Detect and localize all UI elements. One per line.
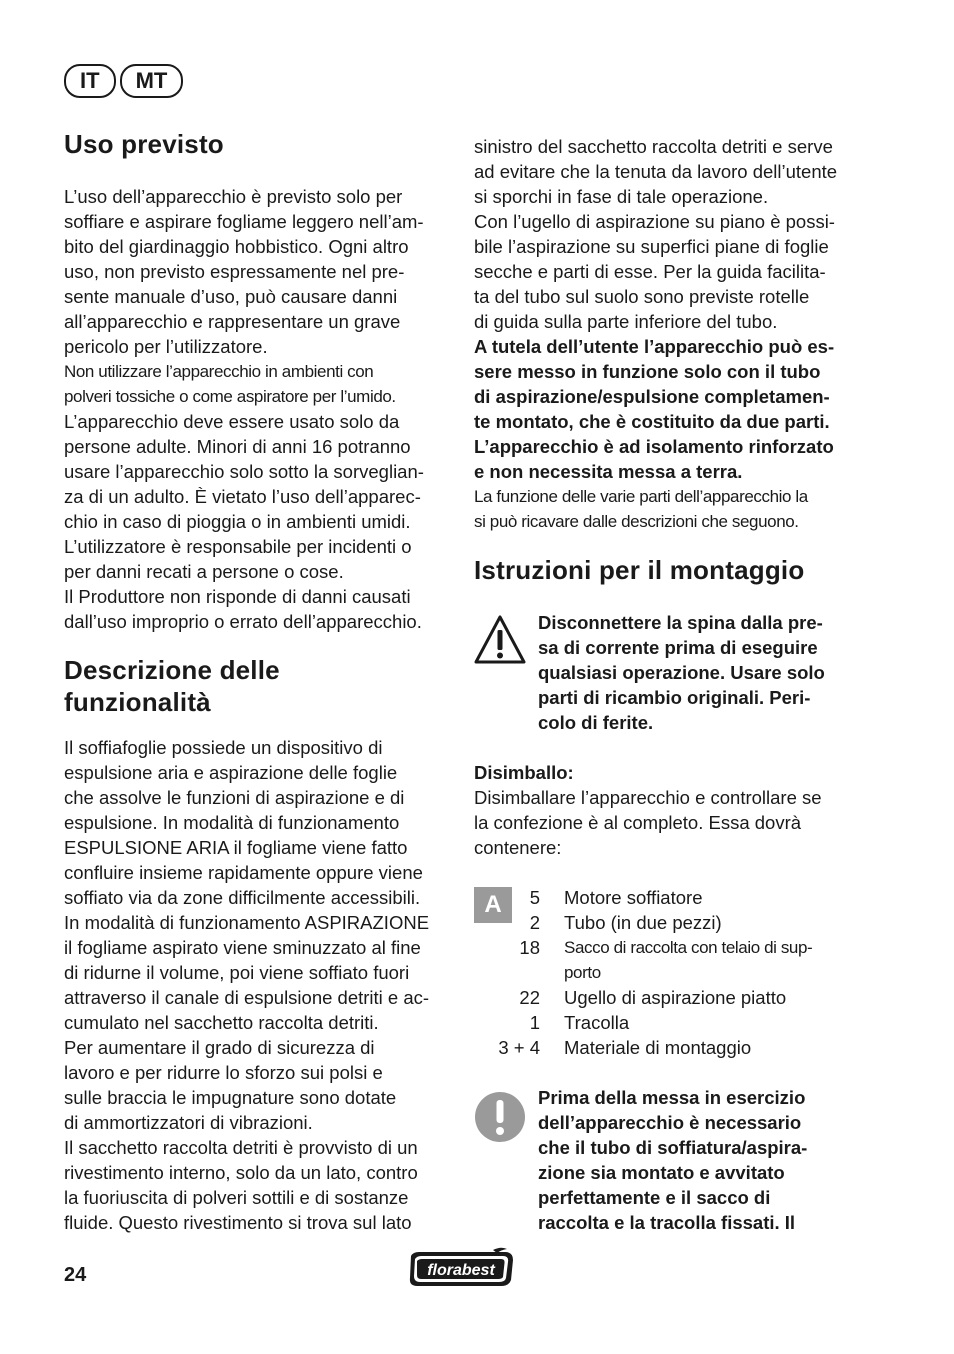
part-description: porto bbox=[564, 963, 601, 982]
part-number bbox=[474, 960, 540, 985]
parts-list bbox=[474, 885, 866, 1060]
text-line: La funzione delle varie parti dell’apparecchio la bbox=[474, 487, 808, 506]
text-line: che assolve le funzioni di aspirazione e di bbox=[64, 787, 405, 808]
text-line: Con l’ugello di aspirazione su piano è possi- bbox=[474, 211, 835, 232]
heading-line: Descrizione delle bbox=[64, 655, 280, 685]
text-line: confluire insieme rapidamente oppure viene bbox=[64, 862, 423, 883]
text-line: A tutela dell’utente l’apparecchio può es- bbox=[474, 336, 835, 357]
text-line: zione sia montato e avvitato bbox=[538, 1162, 785, 1183]
text-line: Non utilizzare l’apparecchio in ambienti con bbox=[64, 362, 374, 381]
text-line: persone adulte. Minori di anni 16 potranno bbox=[64, 436, 411, 457]
uso-previsto-text bbox=[64, 184, 448, 634]
text-line: la confezione è al completo. Essa dovrà bbox=[474, 812, 802, 833]
list-item bbox=[474, 1035, 866, 1060]
lang-badge-it: IT bbox=[64, 64, 116, 98]
text-line: soffiare e aspirare fogliame leggero nell’am- bbox=[64, 211, 424, 232]
text-line: ESPULSIONE ARIA il fogliame viene fatto bbox=[64, 837, 408, 858]
text-line: espulsione aria e aspirazione delle foglie bbox=[64, 762, 398, 783]
text-line: ta del tubo sul suolo sono previste rotelle bbox=[474, 286, 810, 307]
text-line: il fogliame aspirato viene sminuzzato al fine bbox=[64, 937, 421, 958]
list-item bbox=[474, 885, 866, 910]
warning-block bbox=[474, 610, 866, 740]
part-number: 18 bbox=[519, 937, 540, 958]
descrizione-text bbox=[64, 735, 448, 1235]
text-line: ad evitare che la tenuta da lavoro dell’utente bbox=[474, 161, 838, 182]
text-line: si sporchi in fase di tale operazione. bbox=[474, 186, 769, 207]
exclamation-circle-icon bbox=[474, 1091, 526, 1143]
figure-label-a: A bbox=[474, 887, 512, 923]
text-line: secche e parti di esse. Per la guida facilita- bbox=[474, 261, 826, 282]
list-item bbox=[474, 960, 866, 985]
list-item bbox=[474, 1010, 866, 1035]
text-line: te montato, che è costituito da due parti. bbox=[474, 411, 830, 432]
text-line: bile l’aspirazione su superfici piane di foglie bbox=[474, 236, 829, 257]
text-line: all’apparecchio e rappresentare un grave bbox=[64, 311, 401, 332]
page-number: 24 bbox=[64, 1264, 87, 1286]
part-number: 2 bbox=[529, 912, 540, 933]
text-line: di aspirazione/espulsione completamen- bbox=[474, 386, 830, 407]
text-line: cumulato nel sacchetto raccolta detriti. bbox=[64, 1012, 379, 1033]
text-line: Prima della messa in esercizio bbox=[538, 1087, 806, 1108]
text-line: fluide. Questo rivestimento si trova sul lato bbox=[64, 1212, 412, 1233]
unpack-section bbox=[474, 760, 866, 860]
lang-badge-mt: MT bbox=[120, 64, 184, 98]
heading-descrizione bbox=[64, 654, 280, 718]
text-line: Disconnettere la spina dalla pre- bbox=[538, 612, 823, 633]
text-line: di ridurne il volume, poi viene soffiato fuori bbox=[64, 962, 410, 983]
warning-text bbox=[538, 610, 866, 735]
text-line: qualsiasi operazione. Usare solo bbox=[538, 662, 825, 683]
part-number: 1 bbox=[529, 1012, 540, 1033]
part-number: 3 + 4 bbox=[498, 1037, 540, 1058]
text-line: sulle braccia le impugnature sono dotate bbox=[64, 1087, 397, 1108]
text-line: sa di corrente prima di eseguire bbox=[538, 637, 818, 658]
text-line: Il soffiafoglie possiede un dispositivo di bbox=[64, 737, 383, 758]
text-line: Il Produttore non risponde di danni causati bbox=[64, 586, 411, 607]
heading-line: funzionalità bbox=[64, 687, 211, 717]
notice-text bbox=[538, 1085, 866, 1235]
list-item bbox=[474, 985, 866, 1010]
part-number: 5 bbox=[529, 887, 540, 908]
text-line: di guida sulla parte inferiore del tubo. bbox=[474, 311, 778, 332]
text-line: uso, non previsto espressamente nel pre- bbox=[64, 261, 405, 282]
part-description: Tracolla bbox=[564, 1012, 630, 1033]
text-line: Per aumentare il grado di sicurezza di bbox=[64, 1037, 375, 1058]
text-line: dall’uso improprio o errato dell’apparecchio. bbox=[64, 611, 422, 632]
part-number: 22 bbox=[519, 987, 540, 1008]
logo-text: florabest bbox=[427, 1262, 495, 1279]
text-line: Il sacchetto raccolta detriti è provvisto di un bbox=[64, 1137, 418, 1158]
text-line: L’apparecchio è ad isolamento rinforzato bbox=[474, 436, 834, 457]
heading-uso-previsto: Uso previsto bbox=[64, 129, 224, 159]
warning-triangle-icon bbox=[474, 614, 526, 666]
text-line: colo di ferite. bbox=[538, 712, 654, 733]
list-item bbox=[474, 935, 866, 960]
notice-block bbox=[474, 1085, 866, 1235]
text-line: e non necessita messa a terra. bbox=[474, 461, 743, 482]
text-line: che il tubo di soffiatura/aspira- bbox=[538, 1137, 808, 1158]
text-line: raccolta e la tracolla fissati. Il bbox=[538, 1212, 796, 1233]
text-line: polveri tossiche o come aspiratore per l’umido. bbox=[64, 387, 396, 406]
text-line: contenere: bbox=[474, 837, 562, 858]
part-description: Tubo (in due pezzi) bbox=[564, 912, 722, 933]
text-line: parti di ricambio originali. Peri- bbox=[538, 687, 811, 708]
text-line: Disimballare l’apparecchio e controllare se bbox=[474, 787, 822, 808]
text-line: bito del giardinaggio hobbistico. Ogni altro bbox=[64, 236, 409, 257]
part-description: Materiale di montaggio bbox=[564, 1037, 752, 1058]
text-line: za di un adulto. È vietato l’uso dell’apparec- bbox=[64, 486, 421, 507]
continued-text bbox=[474, 134, 866, 534]
text-line: perfettamente e il sacco di bbox=[538, 1187, 771, 1208]
text-line: sente manuale d’uso, può causare danni bbox=[64, 286, 398, 307]
text-line: espulsione. In modalità di funzionamento bbox=[64, 812, 400, 833]
unpack-title: Disimballo: bbox=[474, 762, 574, 783]
text-line: L’utilizzatore è responsabile per incidenti o bbox=[64, 536, 412, 557]
text-line: dell’apparecchio è necessario bbox=[538, 1112, 802, 1133]
text-line: rivestimento interno, solo da un lato, contro bbox=[64, 1162, 418, 1183]
text-line: In modalità di funzionamento ASPIRAZIONE bbox=[64, 912, 430, 933]
text-line: la fuoriuscita di polveri sottili e di sostanze bbox=[64, 1187, 409, 1208]
part-description: Sacco di raccolta con telaio di sup- bbox=[564, 938, 813, 957]
florabest-logo bbox=[405, 1246, 519, 1290]
text-line: sinistro del sacchetto raccolta detriti e serve bbox=[474, 136, 833, 157]
text-line: sere messo in funzione solo con il tubo bbox=[474, 361, 821, 382]
text-line: usare l’apparecchio solo sotto la sorveglian- bbox=[64, 461, 424, 482]
list-item bbox=[474, 910, 866, 935]
text-line: soffiato via da zone difficilmente accessibili. bbox=[64, 887, 421, 908]
text-line: lavoro e per ridurre lo sforzo sui polsi e bbox=[64, 1062, 383, 1083]
language-badges bbox=[64, 64, 183, 98]
text-line: L’uso dell’apparecchio è previsto solo per bbox=[64, 186, 403, 207]
text-line: per danni recati a persone o cose. bbox=[64, 561, 344, 582]
text-line: chio in caso di pioggia o in ambienti umidi. bbox=[64, 511, 411, 532]
text-line: attraverso il canale di espulsione detriti e ac- bbox=[64, 987, 430, 1008]
text-line: pericolo per l’utilizzatore. bbox=[64, 336, 268, 357]
text-line: si può ricavare dalle descrizioni che seguono. bbox=[474, 512, 799, 531]
part-description: Ugello di aspirazione piatto bbox=[564, 987, 787, 1008]
part-description: Motore soffiatore bbox=[564, 887, 703, 908]
heading-istruzioni: Istruzioni per il montaggio bbox=[474, 555, 805, 585]
text-line: di ammortizzatori di vibrazioni. bbox=[64, 1112, 313, 1133]
text-line: L’apparecchio deve essere usato solo da bbox=[64, 411, 400, 432]
